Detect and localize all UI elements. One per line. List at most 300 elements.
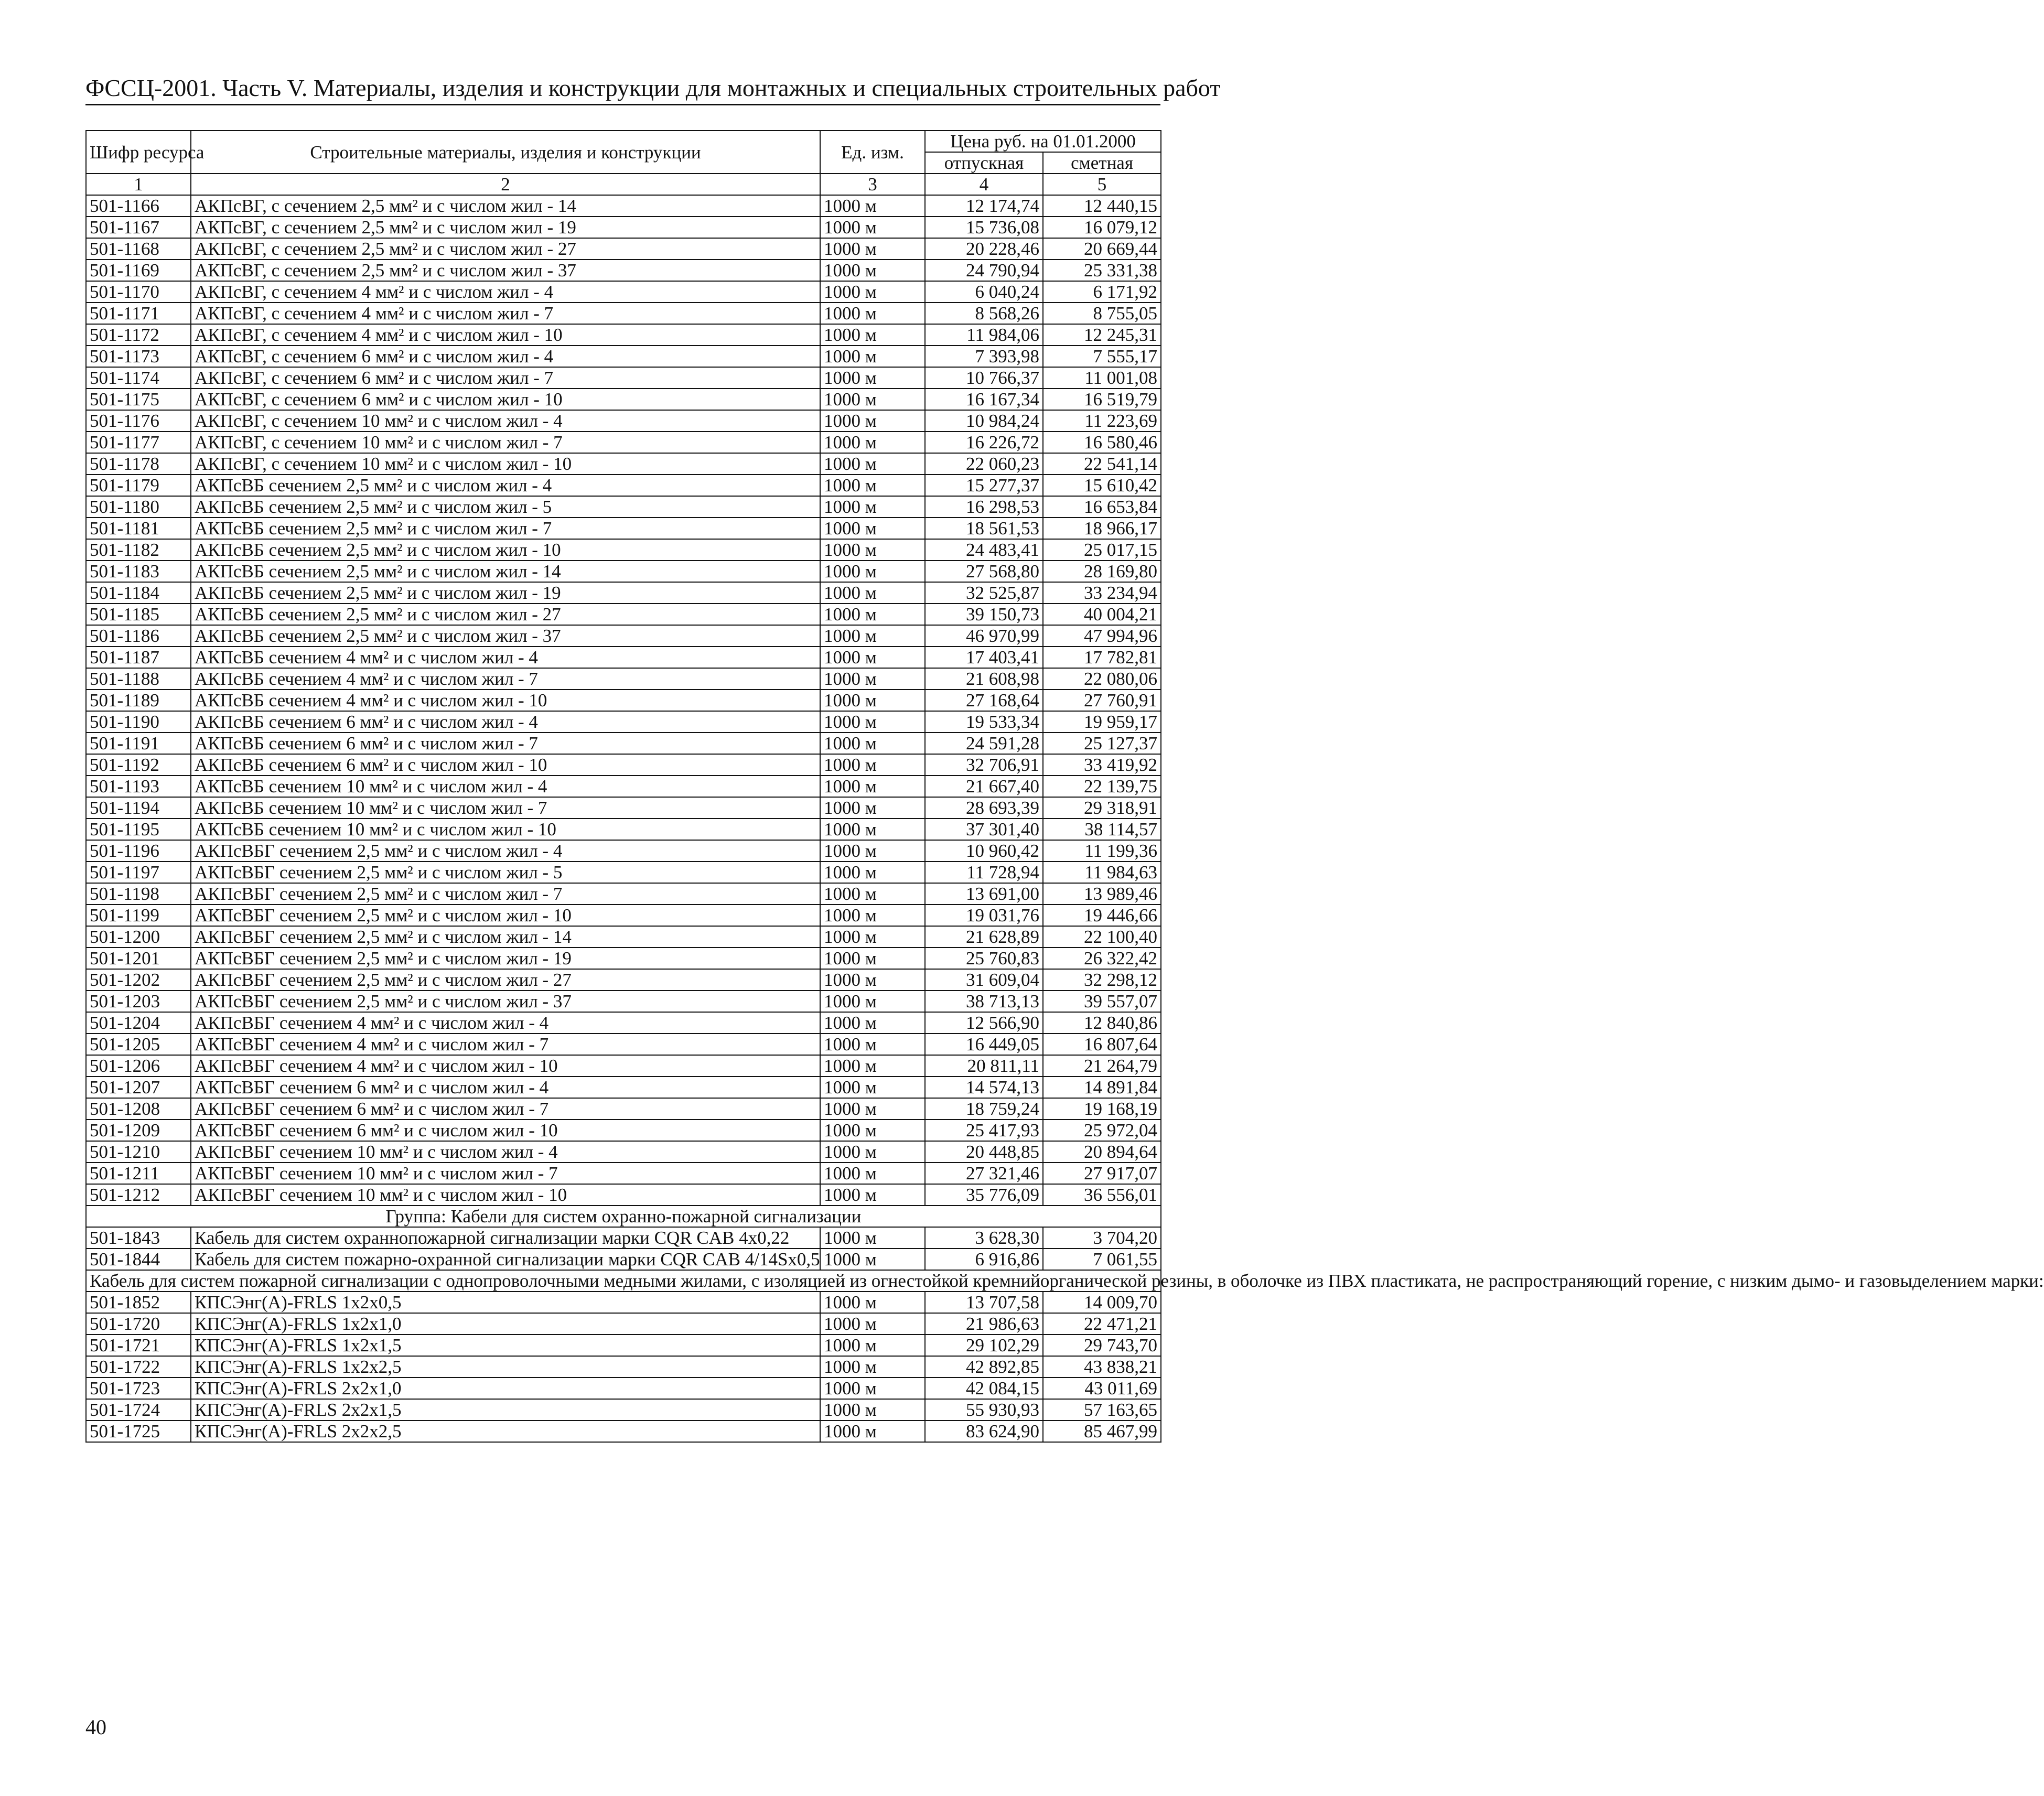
price-table (85, 130, 2044, 1443)
row-name: АКПсВБГ сечением 6 мм² и с числом жил - 7 (191, 1098, 820, 1120)
row-name: АКПсВБГ сечением 2,5 мм² и с числом жил - 27 (191, 969, 820, 991)
row-code: 501-1852 (86, 1292, 191, 1313)
row-code: 501-1725 (86, 1421, 191, 1442)
table-row (86, 926, 1161, 948)
row-release-price: 27 168,64 (925, 690, 1043, 711)
row-release-price: 21 667,40 (925, 776, 1043, 797)
row-estimate-price: 19 446,66 (1043, 905, 1161, 926)
table-row (86, 324, 1161, 346)
row-release-price: 27 568,80 (925, 561, 1043, 582)
row-release-price: 83 624,90 (925, 1421, 1043, 1442)
row-code: 501-1722 (86, 1356, 191, 1378)
row-unit: 1000 м (820, 217, 925, 238)
row-release-price: 12 566,90 (925, 1012, 1043, 1034)
row-code: 501-1212 (86, 1184, 191, 1206)
row-estimate-price: 22 139,75 (1043, 776, 1161, 797)
row-estimate-price: 25 331,38 (1043, 260, 1161, 281)
row-unit: 1000 м (820, 346, 925, 367)
row-estimate-price: 7 555,17 (1043, 346, 1161, 367)
table-row (86, 1055, 1161, 1077)
row-unit: 1000 м (820, 324, 925, 346)
row-name: КПСЭнг(А)-FRLS 2x2x1,0 (191, 1378, 820, 1399)
row-unit: 1000 м (820, 410, 925, 432)
table-row (86, 883, 1161, 905)
row-code: 501-1196 (86, 840, 191, 862)
row-release-price: 25 760,83 (925, 948, 1043, 969)
row-estimate-price: 14 009,70 (1043, 1292, 1161, 1313)
row-estimate-price: 19 959,17 (1043, 711, 1161, 733)
row-code: 501-1191 (86, 733, 191, 754)
col-code-header: Шифр ресурса (86, 131, 191, 174)
row-unit: 1000 м (820, 453, 925, 475)
table-row (86, 1120, 1161, 1141)
row-name: АКПсВГ, с сечением 2,5 мм² и с числом жил - 27 (191, 238, 820, 260)
row-name: АКПсВБ сечением 6 мм² и с числом жил - 4 (191, 711, 820, 733)
row-release-price: 39 150,73 (925, 604, 1043, 625)
row-code: 501-1203 (86, 991, 191, 1012)
row-unit: 1000 м (820, 496, 925, 518)
row-unit: 1000 м (820, 303, 925, 324)
row-release-price: 8 568,26 (925, 303, 1043, 324)
row-code: 501-1168 (86, 238, 191, 260)
row-estimate-price: 85 467,99 (1043, 1421, 1161, 1442)
row-name: АКПсВГ, с сечением 4 мм² и с числом жил - 4 (191, 281, 820, 303)
row-estimate-price: 25 972,04 (1043, 1120, 1161, 1141)
row-name: АКПсВБ сечением 2,5 мм² и с числом жил - 14 (191, 561, 820, 582)
row-unit: 1000 м (820, 711, 925, 733)
row-code: 501-1175 (86, 389, 191, 410)
row-estimate-price: 38 114,57 (1043, 819, 1161, 840)
row-code: 501-1843 (86, 1227, 191, 1249)
row-estimate-price: 14 891,84 (1043, 1077, 1161, 1098)
row-unit: 1000 м (820, 754, 925, 776)
row-code: 501-1192 (86, 754, 191, 776)
row-unit: 1000 м (820, 819, 925, 840)
row-name: АКПсВБ сечением 2,5 мм² и с числом жил - 4 (191, 475, 820, 496)
row-unit: 1000 м (820, 1120, 925, 1141)
table-row (86, 711, 1161, 733)
row-release-price: 16 449,05 (925, 1034, 1043, 1055)
row-code: 501-1176 (86, 410, 191, 432)
row-code: 501-1172 (86, 324, 191, 346)
row-name: АКПсВБ сечением 4 мм² и с числом жил - 7 (191, 668, 820, 690)
row-estimate-price: 22 080,06 (1043, 668, 1161, 690)
table-row (86, 496, 1161, 518)
row-name: Кабель для систем охраннопожарной сигнализации марки CQR CAB 4x0,22 (191, 1227, 820, 1249)
row-code: 501-1201 (86, 948, 191, 969)
table-row (86, 754, 1161, 776)
col-estimate-header: сметная (1043, 152, 1161, 174)
row-unit: 1000 м (820, 1034, 925, 1055)
row-code: 501-1721 (86, 1335, 191, 1356)
row-unit: 1000 м (820, 539, 925, 561)
table-row (86, 217, 1161, 238)
row-code: 501-1180 (86, 496, 191, 518)
row-code: 501-1187 (86, 647, 191, 668)
row-release-price: 19 533,34 (925, 711, 1043, 733)
row-unit: 1000 м (820, 389, 925, 410)
row-unit: 1000 м (820, 1055, 925, 1077)
row-estimate-price: 36 556,01 (1043, 1184, 1161, 1206)
table-row (86, 303, 1161, 324)
row-estimate-price: 11 984,63 (1043, 862, 1161, 883)
row-estimate-price: 11 001,08 (1043, 367, 1161, 389)
group-rows (86, 1227, 1161, 1270)
row-estimate-price: 22 541,14 (1043, 453, 1161, 475)
col-name-header: Строительные материалы, изделия и конструкции (191, 131, 820, 174)
row-name: КПСЭнг(А)-FRLS 2x2x1,5 (191, 1399, 820, 1421)
row-name: Кабель для систем пожарно-охранной сигнализации марки CQR CAB 4/14Sx0,5 (191, 1249, 820, 1270)
row-code: 501-1173 (86, 346, 191, 367)
table-row (86, 1335, 1161, 1356)
row-code: 501-1204 (86, 1012, 191, 1034)
row-code: 501-1178 (86, 453, 191, 475)
row-estimate-price: 25 127,37 (1043, 733, 1161, 754)
col-num: 2 (191, 174, 820, 195)
row-estimate-price: 29 743,70 (1043, 1335, 1161, 1356)
row-code: 501-1183 (86, 561, 191, 582)
row-release-price: 21 628,89 (925, 926, 1043, 948)
row-estimate-price: 20 669,44 (1043, 238, 1161, 260)
group-note: Кабель для систем пожарной сигнализации с однопроволочными медными жилами, с изоляцией из огнестойкой кремнийорганической резины, в оболочке из ПВХ пластиката, не распространяющий горение, с низким дымо- и газовыделением марки: (86, 1270, 1161, 1292)
row-estimate-price: 15 610,42 (1043, 475, 1161, 496)
table-row (86, 948, 1161, 969)
row-code: 501-1210 (86, 1141, 191, 1163)
row-name: АКПсВБГ сечением 10 мм² и с числом жил - 10 (191, 1184, 820, 1206)
table-row (86, 1012, 1161, 1034)
row-estimate-price: 39 557,07 (1043, 991, 1161, 1012)
row-name: КПСЭнг(А)-FRLS 1x2x0,5 (191, 1292, 820, 1313)
row-release-price: 32 706,91 (925, 754, 1043, 776)
row-release-price: 17 403,41 (925, 647, 1043, 668)
row-estimate-price: 27 917,07 (1043, 1163, 1161, 1184)
row-code: 501-1174 (86, 367, 191, 389)
table-row (86, 195, 1161, 217)
row-unit: 1000 м (820, 625, 925, 647)
col-num: 5 (1043, 174, 1161, 195)
row-code: 501-1167 (86, 217, 191, 238)
row-release-price: 11 984,06 (925, 324, 1043, 346)
row-code: 501-1177 (86, 432, 191, 453)
main-rows (86, 195, 1161, 1206)
row-name: АКПсВБГ сечением 10 мм² и с числом жил - 4 (191, 1141, 820, 1163)
row-release-price: 19 031,76 (925, 905, 1043, 926)
table-row (86, 260, 1161, 281)
row-code: 501-1189 (86, 690, 191, 711)
row-code: 501-1844 (86, 1249, 191, 1270)
table-row (86, 518, 1161, 539)
table-row (86, 604, 1161, 625)
row-unit: 1000 м (820, 367, 925, 389)
row-release-price: 21 986,63 (925, 1313, 1043, 1335)
row-estimate-price: 11 223,69 (1043, 410, 1161, 432)
row-name: АКПсВБГ сечением 6 мм² и с числом жил - 4 (191, 1077, 820, 1098)
row-release-price: 24 483,41 (925, 539, 1043, 561)
row-release-price: 15 736,08 (925, 217, 1043, 238)
row-estimate-price: 22 100,40 (1043, 926, 1161, 948)
table-row (86, 991, 1161, 1012)
row-name: АКПсВБГ сечением 4 мм² и с числом жил - 7 (191, 1034, 820, 1055)
row-name: АКПсВГ, с сечением 6 мм² и с числом жил - 10 (191, 389, 820, 410)
table-row (86, 733, 1161, 754)
row-name: АКПсВБГ сечением 2,5 мм² и с числом жил - 5 (191, 862, 820, 883)
row-unit: 1000 м (820, 1292, 925, 1313)
row-release-price: 16 167,34 (925, 389, 1043, 410)
table-row (86, 453, 1161, 475)
row-unit: 1000 м (820, 926, 925, 948)
row-estimate-price: 16 653,84 (1043, 496, 1161, 518)
row-unit: 1000 м (820, 432, 925, 453)
row-name: АКПсВБ сечением 2,5 мм² и с числом жил - 10 (191, 539, 820, 561)
row-release-price: 13 691,00 (925, 883, 1043, 905)
table-row (86, 797, 1161, 819)
row-name: АКПсВБ сечением 4 мм² и с числом жил - 4 (191, 647, 820, 668)
row-code: 501-1202 (86, 969, 191, 991)
row-unit: 1000 м (820, 1378, 925, 1399)
row-unit: 1000 м (820, 281, 925, 303)
table-row (86, 1292, 1161, 1313)
row-name: АКПсВГ, с сечением 10 мм² и с числом жил - 7 (191, 432, 820, 453)
row-estimate-price: 7 061,55 (1043, 1249, 1161, 1270)
row-unit: 1000 м (820, 475, 925, 496)
table-row (86, 1034, 1161, 1055)
table-row (86, 1378, 1161, 1399)
row-release-price: 6 040,24 (925, 281, 1043, 303)
row-release-price: 37 301,40 (925, 819, 1043, 840)
row-release-price: 18 561,53 (925, 518, 1043, 539)
table-row (86, 1227, 1161, 1249)
row-code: 501-1186 (86, 625, 191, 647)
row-release-price: 29 102,29 (925, 1335, 1043, 1356)
row-estimate-price: 28 169,80 (1043, 561, 1161, 582)
table-row (86, 1184, 1161, 1206)
row-estimate-price: 32 298,12 (1043, 969, 1161, 991)
row-code: 501-1194 (86, 797, 191, 819)
row-release-price: 38 713,13 (925, 991, 1043, 1012)
row-unit: 1000 м (820, 1399, 925, 1421)
row-name: АКПсВБГ сечением 2,5 мм² и с числом жил - 14 (191, 926, 820, 948)
row-release-price: 22 060,23 (925, 453, 1043, 475)
row-release-price: 55 930,93 (925, 1399, 1043, 1421)
table-row (86, 1249, 1161, 1270)
row-unit: 1000 м (820, 561, 925, 582)
row-code: 501-1190 (86, 711, 191, 733)
row-unit: 1000 м (820, 1077, 925, 1098)
row-name: АКПсВБГ сечением 2,5 мм² и с числом жил - 4 (191, 840, 820, 862)
row-unit: 1000 м (820, 1184, 925, 1206)
row-estimate-price: 12 440,15 (1043, 195, 1161, 217)
row-estimate-price: 11 199,36 (1043, 840, 1161, 862)
row-unit: 1000 м (820, 776, 925, 797)
row-release-price: 12 174,74 (925, 195, 1043, 217)
row-release-price: 20 448,85 (925, 1141, 1043, 1163)
row-code: 501-1200 (86, 926, 191, 948)
row-unit: 1000 м (820, 1421, 925, 1442)
table-row (86, 539, 1161, 561)
table-row (86, 561, 1161, 582)
row-estimate-price: 33 419,92 (1043, 754, 1161, 776)
row-name: КПСЭнг(А)-FRLS 1x2x2,5 (191, 1356, 820, 1378)
row-code: 501-1181 (86, 518, 191, 539)
row-name: КПСЭнг(А)-FRLS 1x2x1,5 (191, 1335, 820, 1356)
row-release-price: 32 525,87 (925, 582, 1043, 604)
row-name: АКПсВГ, с сечением 2,5 мм² и с числом жил - 14 (191, 195, 820, 217)
table-row (86, 625, 1161, 647)
row-estimate-price: 25 017,15 (1043, 539, 1161, 561)
row-release-price: 42 084,15 (925, 1378, 1043, 1399)
row-code: 501-1166 (86, 195, 191, 217)
row-code: 501-1193 (86, 776, 191, 797)
row-name: АКПсВБГ сечением 10 мм² и с числом жил - 7 (191, 1163, 820, 1184)
row-release-price: 10 766,37 (925, 367, 1043, 389)
table-row (86, 1077, 1161, 1098)
row-name: АКПсВГ, с сечением 2,5 мм² и с числом жил - 19 (191, 217, 820, 238)
row-release-price: 16 298,53 (925, 496, 1043, 518)
row-release-price: 10 984,24 (925, 410, 1043, 432)
row-name: АКПсВБ сечением 2,5 мм² и с числом жил - 37 (191, 625, 820, 647)
row-unit: 1000 м (820, 518, 925, 539)
row-estimate-price: 21 264,79 (1043, 1055, 1161, 1077)
row-release-price: 20 228,46 (925, 238, 1043, 260)
table-row (86, 367, 1161, 389)
table-row (86, 1313, 1161, 1335)
row-name: КПСЭнг(А)-FRLS 1x2x1,0 (191, 1313, 820, 1335)
row-release-price: 24 591,28 (925, 733, 1043, 754)
row-release-price: 13 707,58 (925, 1292, 1043, 1313)
table-row (86, 238, 1161, 260)
table-row (86, 1163, 1161, 1184)
row-name: АКПсВГ, с сечением 6 мм² и с числом жил - 7 (191, 367, 820, 389)
row-estimate-price: 27 760,91 (1043, 690, 1161, 711)
row-unit: 1000 м (820, 582, 925, 604)
row-release-price: 27 321,46 (925, 1163, 1043, 1184)
row-unit: 1000 м (820, 1249, 925, 1270)
row-estimate-price: 19 168,19 (1043, 1098, 1161, 1120)
row-estimate-price: 29 318,91 (1043, 797, 1161, 819)
page-number: 40 (85, 1715, 106, 1739)
row-code: 501-1724 (86, 1399, 191, 1421)
row-code: 501-1184 (86, 582, 191, 604)
row-unit: 1000 м (820, 260, 925, 281)
row-unit: 1000 м (820, 733, 925, 754)
table-row (86, 862, 1161, 883)
row-unit: 1000 м (820, 647, 925, 668)
row-code: 501-1211 (86, 1163, 191, 1184)
row-estimate-price: 3 704,20 (1043, 1227, 1161, 1249)
row-code: 501-1170 (86, 281, 191, 303)
table-row (86, 969, 1161, 991)
row-code: 501-1179 (86, 475, 191, 496)
row-name: АКПсВБ сечением 10 мм² и с числом жил - 4 (191, 776, 820, 797)
row-release-price: 14 574,13 (925, 1077, 1043, 1098)
row-code: 501-1206 (86, 1055, 191, 1077)
row-name: АКПсВГ, с сечением 2,5 мм² и с числом жил - 37 (191, 260, 820, 281)
row-code: 501-1188 (86, 668, 191, 690)
table-row (86, 582, 1161, 604)
row-name: АКПсВГ, с сечением 10 мм² и с числом жил - 4 (191, 410, 820, 432)
row-estimate-price: 22 471,21 (1043, 1313, 1161, 1335)
row-name: АКПсВБ сечением 6 мм² и с числом жил - 7 (191, 733, 820, 754)
row-code: 501-1723 (86, 1378, 191, 1399)
page-header: ФССЦ-2001. Часть V. Материалы, изделия и конструкции для монтажных и специальных строительных работ (85, 72, 1160, 105)
row-unit: 1000 м (820, 905, 925, 926)
row-unit: 1000 м (820, 840, 925, 862)
table-row (86, 410, 1161, 432)
table-row (86, 432, 1161, 453)
row-name: АКПсВБ сечением 4 мм² и с числом жил - 10 (191, 690, 820, 711)
row-code: 501-1198 (86, 883, 191, 905)
row-name: АКПсВБ сечением 2,5 мм² и с числом жил - 5 (191, 496, 820, 518)
row-release-price: 31 609,04 (925, 969, 1043, 991)
row-release-price: 18 759,24 (925, 1098, 1043, 1120)
row-release-price: 11 728,94 (925, 862, 1043, 883)
row-unit: 1000 м (820, 1012, 925, 1034)
row-release-price: 16 226,72 (925, 432, 1043, 453)
table-row (86, 668, 1161, 690)
table-row (86, 389, 1161, 410)
row-estimate-price: 26 322,42 (1043, 948, 1161, 969)
row-name: АКПсВБГ сечением 6 мм² и с числом жил - 10 (191, 1120, 820, 1141)
row-name: АКПсВБГ сечением 4 мм² и с числом жил - 10 (191, 1055, 820, 1077)
row-name: АКПсВБГ сечением 2,5 мм² и с числом жил - 7 (191, 883, 820, 905)
row-estimate-price: 12 245,31 (1043, 324, 1161, 346)
row-code: 501-1207 (86, 1077, 191, 1098)
row-unit: 1000 м (820, 1141, 925, 1163)
row-release-price: 42 892,85 (925, 1356, 1043, 1378)
row-name: АКПсВГ, с сечением 4 мм² и с числом жил - 10 (191, 324, 820, 346)
row-unit: 1000 м (820, 948, 925, 969)
row-name: АКПсВГ, с сечением 6 мм² и с числом жил - 4 (191, 346, 820, 367)
table-row (86, 776, 1161, 797)
row-unit: 1000 м (820, 1098, 925, 1120)
row-unit: 1000 м (820, 195, 925, 217)
row-name: АКПсВБ сечением 6 мм² и с числом жил - 10 (191, 754, 820, 776)
row-estimate-price: 43 011,69 (1043, 1378, 1161, 1399)
row-unit: 1000 м (820, 668, 925, 690)
row-name: АКПсВБГ сечением 4 мм² и с числом жил - 4 (191, 1012, 820, 1034)
row-release-price: 10 960,42 (925, 840, 1043, 862)
col-price-header: Цена руб. на 01.01.2000 (925, 131, 1161, 152)
row-estimate-price: 6 171,92 (1043, 281, 1161, 303)
row-code: 501-1209 (86, 1120, 191, 1141)
row-release-price: 35 776,09 (925, 1184, 1043, 1206)
row-estimate-price: 57 163,65 (1043, 1399, 1161, 1421)
row-estimate-price: 13 989,46 (1043, 883, 1161, 905)
table-row (86, 475, 1161, 496)
row-unit: 1000 м (820, 604, 925, 625)
row-code: 501-1720 (86, 1313, 191, 1335)
row-name: АКПсВБ сечением 2,5 мм² и с числом жил - 27 (191, 604, 820, 625)
table-row (86, 819, 1161, 840)
row-release-price: 20 811,11 (925, 1055, 1043, 1077)
table-row (86, 1421, 1161, 1442)
row-unit: 1000 м (820, 1163, 925, 1184)
table-row (86, 840, 1161, 862)
table-row (86, 1141, 1161, 1163)
row-code: 501-1182 (86, 539, 191, 561)
row-release-price: 28 693,39 (925, 797, 1043, 819)
row-release-price: 7 393,98 (925, 346, 1043, 367)
row-release-price: 25 417,93 (925, 1120, 1043, 1141)
table-row (86, 1356, 1161, 1378)
row-estimate-price: 33 234,94 (1043, 582, 1161, 604)
table-row (86, 905, 1161, 926)
row-estimate-price: 16 519,79 (1043, 389, 1161, 410)
row-unit: 1000 м (820, 991, 925, 1012)
col-unit-header: Ед. изм. (820, 131, 925, 174)
row-unit: 1000 м (820, 969, 925, 991)
row-unit: 1000 м (820, 690, 925, 711)
